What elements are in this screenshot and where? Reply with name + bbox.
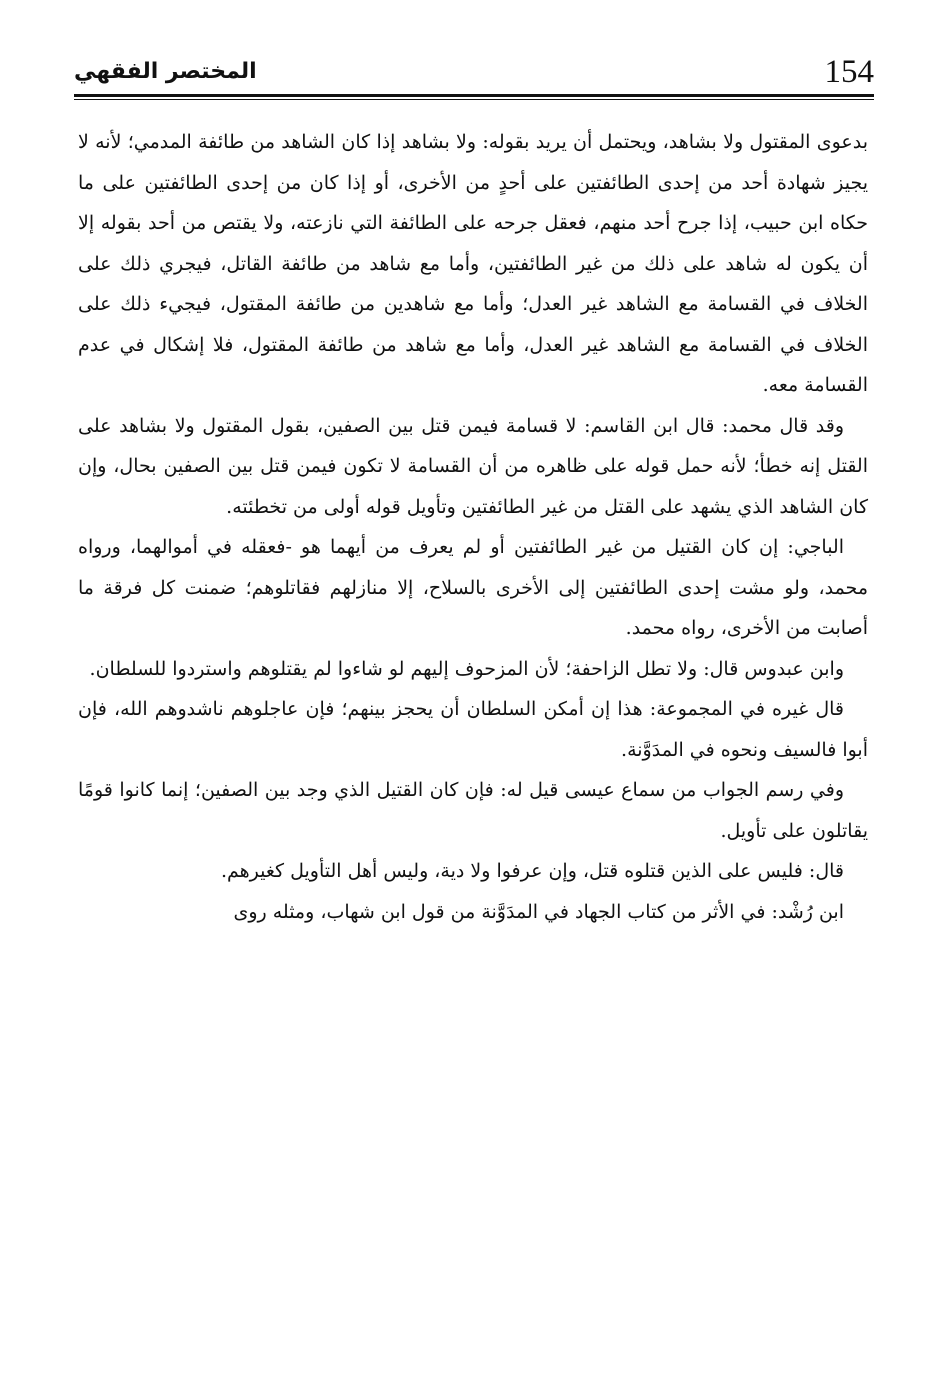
paragraph: قال: فليس على الذين قتلوه قتل، وإن عرفوا ولا دية، وليس أهل التأويل كغيرهم.	[220, 860, 844, 882]
body-text	[78, 122, 868, 932]
paragraph: وقد قال محمد: قال ابن القاسم: لا قسامة فيمن قتل بين الصفين، بقول المقتول ولا بشاهد على القتل إنه خطأ؛ لأنه حمل قوله على ظاهره من أن القسامة لا تكون فيمن قتل بين الصفين بحال، وإن كان الشاهد الذي يشهد على القتل من غير الطائفتين وتأويل قوله أولى من تخطئته.	[78, 414, 868, 518]
paragraph: وابن عبدوس قال: ولا تطل الزاحفة؛ لأن المزحوف إليهم لو شاءوا لم يقتلوهم واستردوا للسلطان.	[89, 657, 844, 680]
header-rule-thick	[74, 94, 874, 97]
paragraph: ابن رُشْد: في الأثر من كتاب الجهاد في المدَوَّنة من قول ابن شهاب، ومثله روى	[233, 900, 844, 923]
page-header	[74, 52, 874, 92]
paragraph: بدعوى المقتول ولا بشاهد، ويحتمل أن يريد بقوله: ولا بشاهد إذا كان الشاهد من طائفة المدمي؛ لأنه لا يجيز شهادة أحد من إحدى الطائفتين على أحدٍ من الأخرى، أو إذا كان من إحدى الطائفتين على ما حكاه ابن حبيب، إذا جرح أحد منهم، فعقل جرحه على الطائفة التي نازعته، ولا يقتص من أحد بقوله إلا أن يكون له شاهد على ذلك من غير الطائفتين، وأما مع شاهد من طائفة القاتل، فيجري ذلك على الخلاف في القسامة مع الشاهد غير العدل؛ وأما مع شاهدين من طائفة المقتول، فيجيء ذلك على الخلاف في القسامة مع الشاهد غير العدل، وأما مع شاهد من طائفة المقتول، فلا إشكال في عدم القسامة معه.	[78, 131, 868, 396]
paragraph: الباجي: إن كان القتيل من غير الطائفتين أو لم يعرف من أيهما هو -فعقله في أموالهما، ورواه محمد، ولو مشت إحدى الطائفتين إلى الأخرى بالسلاح، إلا منازلهم فقاتلوهم؛ ضمنت كل فرقة ما أصابت من الأخرى، رواه محمد.	[78, 536, 868, 639]
header-rule-thin	[74, 99, 874, 100]
paragraph: وفي رسم الجواب من سماع عيسى قيل له: فإن كان القتيل الذي وجد بين الصفين؛ إنما كانوا قومًا يقاتلون على تأويل.	[78, 779, 868, 842]
running-title: المختصر الفقهي	[74, 59, 257, 84]
page-number: 154	[824, 54, 874, 90]
paragraph: قال غيره في المجموعة: هذا إن أمكن السلطان أن يحجز بينهم؛ فإن عاجلوهم ناشدوهم الله، فإن أبوا فالسيف ونحوه في المدَوَّنة.	[78, 698, 868, 761]
